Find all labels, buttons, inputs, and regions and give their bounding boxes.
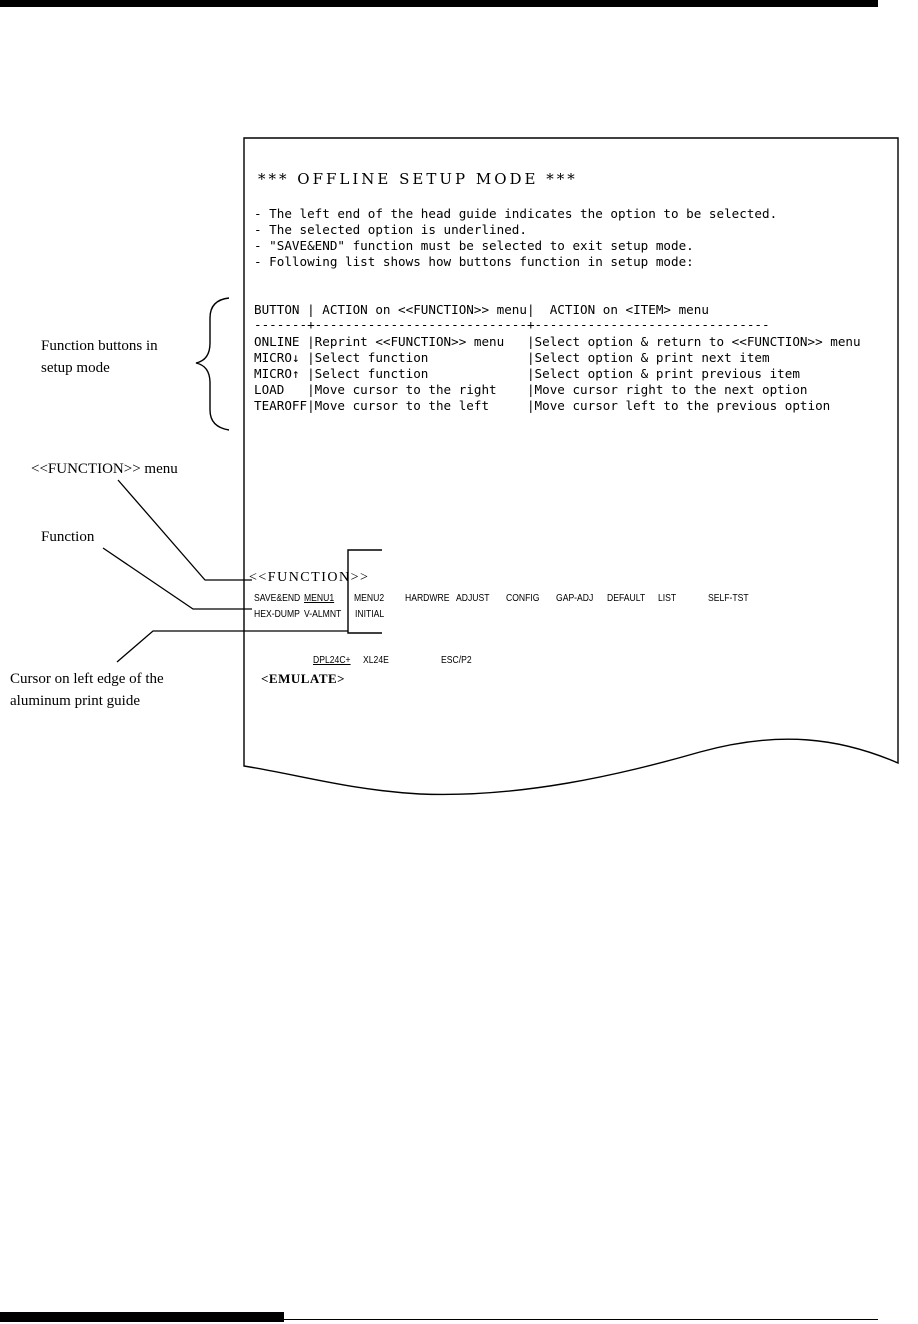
footer-rule-thin (284, 1319, 878, 1320)
function-item: ADJUST (456, 592, 490, 604)
function-item-selected: MENU1 (304, 592, 335, 604)
callout-text: setup mode (41, 360, 110, 376)
function-item: INITIAL (355, 608, 385, 620)
emulate-option: ESC/P2 (441, 654, 472, 666)
note-line: - Following list shows how buttons function in setup mode: (254, 254, 694, 269)
table-row: ONLINE |Reprint <<FUNCTION>> menu |Select option & return to <<FUNCTION>> menu (254, 334, 861, 349)
callout-cursor (10, 668, 164, 712)
emulate-option-selected: DPL24C+ (313, 654, 351, 666)
callout-function-buttons (41, 335, 158, 379)
callout-function-menu: <<FUNCTION>> menu (31, 461, 178, 477)
footer-rule-thick (0, 1312, 284, 1322)
note-line: - The selected option is underlined. (254, 222, 527, 237)
table-row: TEAROFF|Move cursor to the left |Move cursor left to the previous option (254, 398, 831, 413)
function-item: HEX-DUMP (254, 608, 300, 620)
note-line: - The left end of the head guide indicates the option to be selected. (254, 206, 778, 221)
leader-function-menu (118, 480, 252, 580)
emulate-line (253, 652, 472, 742)
table-row: MICRO↑ |Select function |Select option & print previous item (254, 366, 800, 381)
emulate-option: XL24E (363, 654, 389, 666)
table-row: LOAD |Move cursor to the right |Move cursor right to the next option (254, 382, 808, 397)
callout-text: Function buttons in (41, 338, 158, 354)
callout-function: Function (41, 529, 95, 545)
table-rule: -------+----------------------------+------------------------------- (254, 317, 770, 332)
function-item: CONFIG (506, 592, 540, 604)
emulate-heading: <EMULATE> (261, 671, 346, 686)
table-header: BUTTON | ACTION on <<FUNCTION>> menu| ACTION on <ITEM> menu (254, 302, 709, 317)
function-item: HARDWRE (405, 592, 450, 604)
function-item: SELF-TST (708, 592, 749, 604)
callout-text: aluminum print guide (10, 693, 140, 709)
callout-text: Cursor on left edge of the (10, 671, 164, 687)
table-row: MICRO↓ |Select function |Select option & print next item (254, 350, 770, 365)
function-item: MENU2 (354, 592, 385, 604)
note-line: - "SAVE&END" function must be selected to exit setup mode. (254, 238, 694, 253)
leader-function (103, 548, 252, 609)
function-item: GAP-ADJ (556, 592, 594, 604)
function-item: DEFAULT (607, 592, 646, 604)
function-item: SAVE&END (254, 592, 301, 604)
function-item: V-ALMNT (304, 608, 342, 620)
printout-title: *** OFFLINE SETUP MODE *** (258, 170, 578, 188)
curly-brace (196, 298, 229, 430)
function-menu-heading: <<FUNCTION>> (249, 570, 370, 585)
function-item: LIST (658, 592, 677, 604)
function-row-2 (0, 608, 385, 656)
